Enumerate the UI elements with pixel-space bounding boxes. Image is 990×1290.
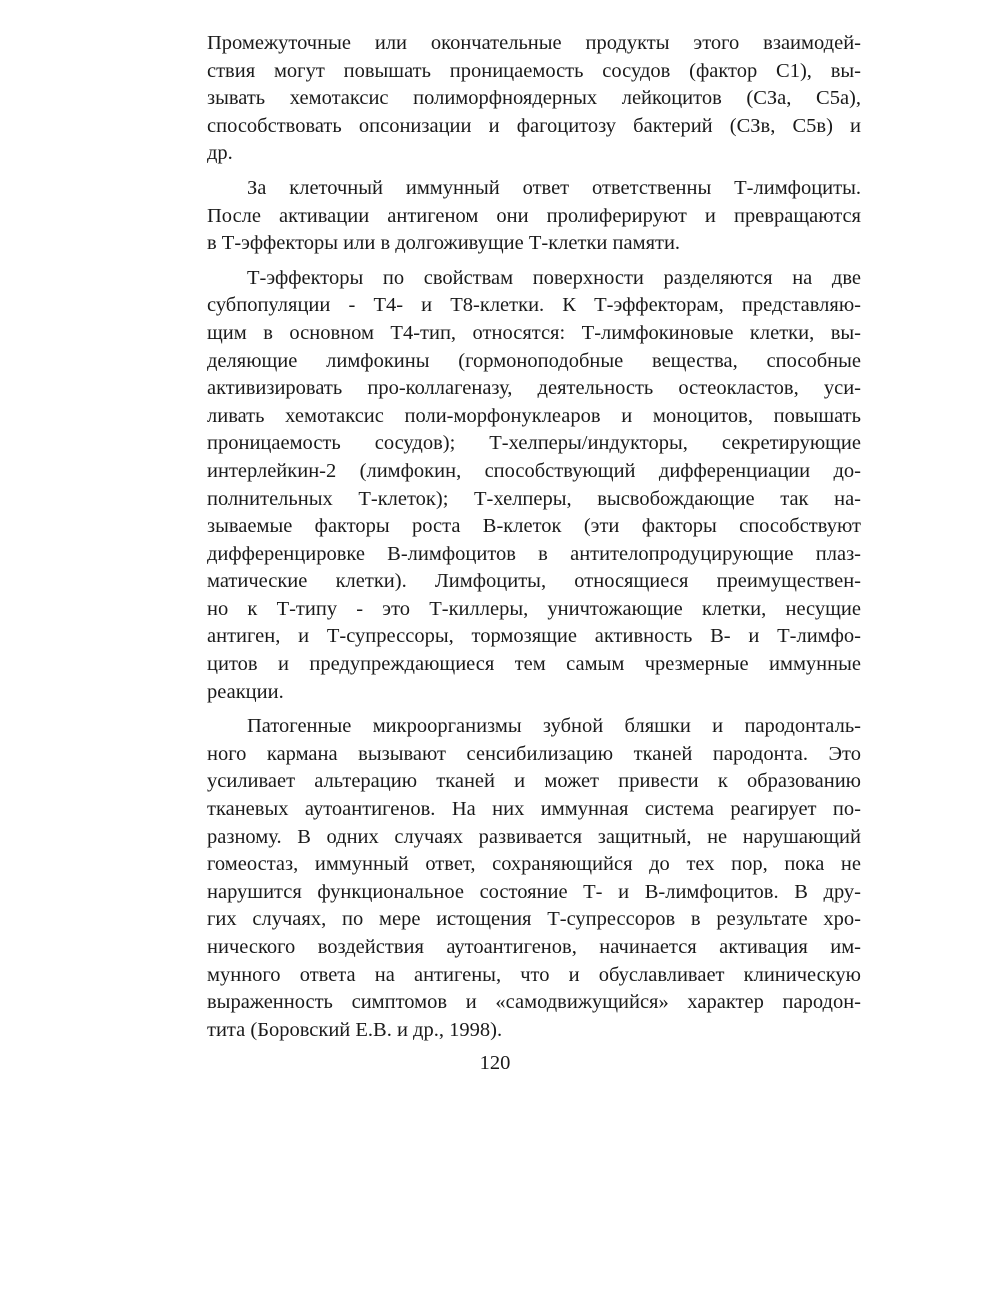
text-line: нического воздействия аутоантигенов, начинается активация им- <box>207 936 861 958</box>
text-line: выраженность симптомов и «самодвижущийся» характер пародон- <box>207 991 861 1014</box>
text-line: дифференцировке В-лимфоцитов в антителопродуцирующие плаз- <box>207 542 861 565</box>
page-number: 120 <box>479 1052 511 1074</box>
text-line: тканевых аутоантигенов. На них иммунная система реагирует по- <box>207 798 861 821</box>
text-line: антиген, и Т-супрессоры, тормозящие активность В- и Т-лимфо- <box>207 625 861 648</box>
text-line: Промежуточные или окончательные продукты этого взаимодей- <box>207 32 861 54</box>
paragraph <box>207 265 861 707</box>
paragraph <box>207 30 861 168</box>
text-line: в Т-эффекторы или в долгоживущие Т-клетки памяти. <box>207 232 681 255</box>
text-line: цитов и предупреждающиеся тем самым чрезмерные иммунные <box>207 653 861 676</box>
text-line: тита (Боровский Е.В. и др., 1998). <box>207 1018 503 1041</box>
text-line: Т-эффекторы по свойствам поверхности разделяются на две <box>247 266 861 289</box>
text-line: активизировать про-коллагеназу, деятельность остеокластов, уси- <box>207 377 861 400</box>
text-line: гих случаях, по мере истощения Т-супрессоров в результате хро- <box>207 908 861 931</box>
text-line: интерлейкин-2 (лимфокин, способствующий дифференциации до- <box>207 459 861 482</box>
text-line: усиливает альтерацию тканей и может привести к образованию <box>207 770 861 793</box>
text-line: субпопуляции - Т4- и Т8-клетки. К Т-эффекторам, представляю- <box>207 294 861 317</box>
paragraph <box>207 713 861 1044</box>
text-line: мунного ответа на антигены, что и обуславливает клиническую <box>207 963 861 986</box>
text-line: гомеостаз, иммунный ответ, сохраняющийся до тех пор, пока не <box>207 853 861 876</box>
text-line: способствовать опсонизации и фагоцитозу бактерий (СЗв, С5в) и <box>207 114 861 137</box>
text-line: За клеточный иммунный ответ ответственны Т-лимфоциты. <box>247 176 861 199</box>
text-line: нарушится функциональное состояние Т- и В-лимфоцитов. В дру- <box>207 880 861 903</box>
text-line: зывать хемотаксис полиморфноядерных лейкоцитов (СЗа, С5а), <box>207 87 861 110</box>
text-line: реакции. <box>207 680 284 703</box>
text-line: но к Т-типу - это Т-киллеры, уничтожающие клетки, несущие <box>207 597 861 620</box>
paragraph <box>207 175 861 258</box>
text-line: др. <box>207 142 233 165</box>
text-line: ливать хемотаксис поли-морфонуклеаров и моноцитов, повышать <box>207 404 861 427</box>
text-line: проницаемость сосудов); Т-хелперы/индукторы, секретирующие <box>207 432 861 455</box>
text-line: зываемые факторы роста В-клеток (эти факторы способствуют <box>207 515 861 538</box>
text-line: ного кармана вызывают сенсибилизацию тканей пародонта. Это <box>207 742 861 765</box>
text-line: деляющие лимфокины (гормоноподобные вещества, способные <box>207 349 861 372</box>
text-line: ствия могут повышать проницаемость сосудов (фактор С1), вы- <box>207 59 861 82</box>
document-body <box>207 30 861 1044</box>
text-line: матические клетки). Лимфоциты, относящиеся преимуществен- <box>207 570 861 593</box>
text-line: полнительных Т-клеток); Т-хелперы, высвобождающие так на- <box>207 487 861 510</box>
text-line: разному. В одних случаях развивается защитный, не нарушающий <box>207 825 861 848</box>
text-line: Патогенные микроорганизмы зубной бляшки и пародонталь- <box>247 715 861 738</box>
text-line: После активации антигеном они пролиферируют и превращаются <box>207 204 861 227</box>
text-line: щим в основном Т4-тип, относятся: Т-лимфокиновые клетки, вы- <box>207 321 861 344</box>
